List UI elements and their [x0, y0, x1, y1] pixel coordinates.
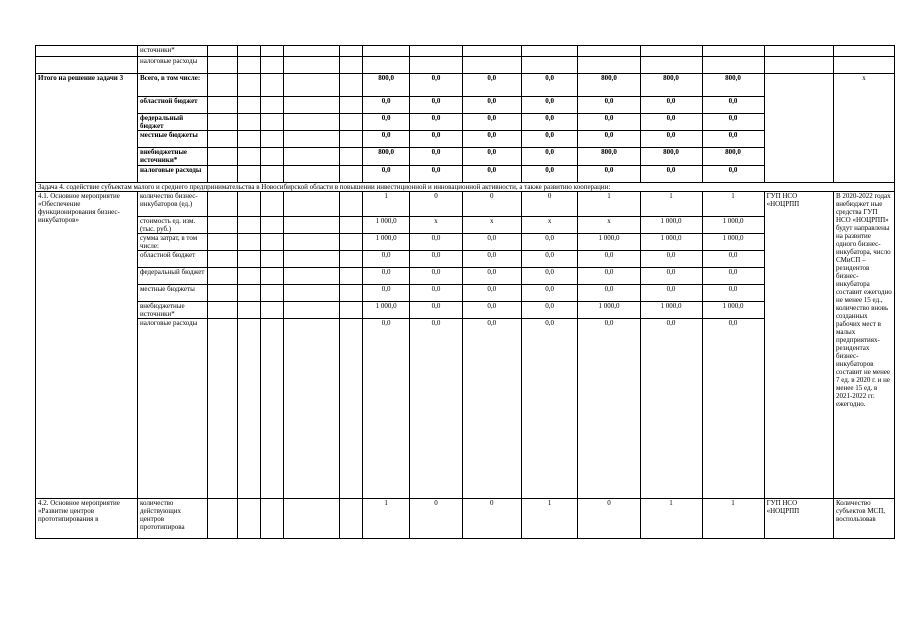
- value-cell: 1 000,0: [702, 234, 764, 251]
- value-cell: 0,0: [640, 319, 702, 499]
- indicator-cell: федеральный бюджет: [137, 114, 207, 131]
- empty-cell: [339, 97, 362, 114]
- value-cell: 0,0: [521, 319, 578, 499]
- note-cell: Количество субъектов МСП, воспользовав: [833, 499, 894, 539]
- empty-cell: [208, 217, 237, 234]
- value-cell: 800,0: [640, 148, 702, 166]
- empty-cell: [208, 74, 237, 97]
- value-cell: 800,0: [702, 74, 764, 97]
- empty-cell: [260, 131, 283, 148]
- empty-cell: [36, 46, 138, 57]
- empty-cell: [237, 234, 260, 251]
- empty-cell: [260, 499, 283, 539]
- value-cell: 0,0: [462, 166, 521, 183]
- empty-cell: [237, 148, 260, 166]
- value-cell: 0,0: [521, 251, 578, 268]
- value-cell: 0,0: [410, 268, 463, 285]
- value-cell: 0,0: [702, 251, 764, 268]
- indicator-cell: налоговые расходы: [137, 319, 207, 499]
- empty-cell: [237, 131, 260, 148]
- value-cell: 800,0: [362, 74, 409, 97]
- empty-cell: [260, 192, 283, 217]
- empty-cell: [284, 499, 340, 539]
- empty-cell: [339, 46, 362, 57]
- empty-cell: [208, 234, 237, 251]
- empty-cell: [578, 46, 640, 57]
- empty-cell: [284, 57, 340, 74]
- value-cell: 0,0: [640, 268, 702, 285]
- empty-cell: [208, 131, 237, 148]
- empty-cell: [237, 166, 260, 183]
- empty-cell: [208, 499, 237, 539]
- value-cell: 1: [362, 499, 409, 539]
- empty-cell: [208, 268, 237, 285]
- empty-cell: [833, 46, 894, 57]
- value-cell: 1 000,0: [362, 234, 409, 251]
- empty-cell: [260, 74, 283, 97]
- value-cell: 0,0: [362, 97, 409, 114]
- empty-cell: [237, 251, 260, 268]
- indicator-cell: стоимость ед. изм. (тыс. руб.): [137, 217, 207, 234]
- value-cell: 0,0: [521, 302, 578, 319]
- empty-cell: [208, 97, 237, 114]
- value-cell: 1 000,0: [578, 234, 640, 251]
- empty-cell: [339, 319, 362, 499]
- value-cell: 0,0: [640, 285, 702, 302]
- empty-cell: [260, 251, 283, 268]
- value-cell: 0,0: [640, 114, 702, 131]
- value-cell: 0,0: [410, 302, 463, 319]
- value-cell: 0,0: [362, 166, 409, 183]
- empty-cell: [284, 97, 340, 114]
- empty-cell: [260, 57, 283, 74]
- empty-cell: [339, 192, 362, 217]
- indicator-cell: сумма затрат, в том числе:: [137, 234, 207, 251]
- value-cell: 800,0: [640, 74, 702, 97]
- table-row: [36, 46, 895, 57]
- value-cell: х: [578, 217, 640, 234]
- indicator-cell: внебюджетные источники*: [137, 302, 207, 319]
- value-cell: 1: [640, 192, 702, 217]
- value-cell: 0,0: [578, 319, 640, 499]
- indicator-cell: федеральный бюджет: [137, 268, 207, 285]
- empty-cell: [410, 46, 463, 57]
- empty-cell: [260, 97, 283, 114]
- value-cell: 1: [702, 499, 764, 539]
- value-cell: 0: [521, 192, 578, 217]
- value-cell: 0,0: [362, 114, 409, 131]
- empty-cell: [339, 234, 362, 251]
- value-cell: 0,0: [640, 251, 702, 268]
- indicator-cell: внебюджетные источники*: [137, 148, 207, 166]
- value-cell: 1: [702, 192, 764, 217]
- value-cell: 0,0: [462, 131, 521, 148]
- empty-cell: [339, 217, 362, 234]
- value-cell: 0,0: [410, 97, 463, 114]
- empty-cell: [339, 302, 362, 319]
- value-cell: 0,0: [410, 166, 463, 183]
- value-cell: 0,0: [462, 148, 521, 166]
- value-cell: 0,0: [410, 285, 463, 302]
- value-cell: 0,0: [410, 148, 463, 166]
- empty-cell: [284, 46, 340, 57]
- empty-cell: [339, 285, 362, 302]
- empty-cell: [462, 57, 521, 74]
- value-cell: 0,0: [640, 131, 702, 148]
- empty-cell: [578, 57, 640, 74]
- empty-cell: [284, 131, 340, 148]
- value-cell: 0,0: [521, 97, 578, 114]
- empty-cell: [284, 285, 340, 302]
- empty-cell: [260, 234, 283, 251]
- empty-cell: [237, 217, 260, 234]
- empty-cell: [208, 192, 237, 217]
- value-cell: 0,0: [702, 131, 764, 148]
- value-cell: 800,0: [362, 148, 409, 166]
- value-cell: 0,0: [702, 114, 764, 131]
- empty-cell: [410, 57, 463, 74]
- table-body: [36, 46, 895, 539]
- empty-cell: [208, 148, 237, 166]
- empty-cell: [362, 46, 409, 57]
- value-cell: х: [521, 217, 578, 234]
- value-cell: 1: [640, 499, 702, 539]
- value-cell: 1 000,0: [640, 234, 702, 251]
- empty-cell: [208, 302, 237, 319]
- empty-cell: [284, 166, 340, 183]
- empty-cell: [208, 46, 237, 57]
- value-cell: 0,0: [410, 251, 463, 268]
- executor-cell: [764, 74, 833, 183]
- value-cell: 0,0: [410, 74, 463, 97]
- value-cell: 1 000,0: [640, 217, 702, 234]
- document-page: [35, 45, 905, 539]
- indicator-cell: областной бюджет: [137, 251, 207, 268]
- table-row: [36, 192, 895, 217]
- value-cell: 0: [578, 499, 640, 539]
- empty-cell: [284, 268, 340, 285]
- empty-cell: [284, 192, 340, 217]
- empty-cell: [260, 114, 283, 131]
- empty-cell: [284, 217, 340, 234]
- value-cell: 0,0: [640, 166, 702, 183]
- empty-cell: [339, 148, 362, 166]
- value-cell: 0,0: [362, 251, 409, 268]
- empty-cell: [640, 46, 702, 57]
- value-cell: 0: [410, 192, 463, 217]
- value-cell: 0,0: [521, 285, 578, 302]
- value-cell: 0,0: [578, 268, 640, 285]
- empty-cell: [237, 192, 260, 217]
- value-cell: 0,0: [521, 166, 578, 183]
- value-cell: 0,0: [521, 131, 578, 148]
- value-cell: 1 000,0: [702, 302, 764, 319]
- empty-cell: [339, 251, 362, 268]
- empty-cell: [208, 166, 237, 183]
- empty-cell: [237, 114, 260, 131]
- value-cell: 0,0: [640, 97, 702, 114]
- indicator-cell: Всего, в том числе:: [137, 74, 207, 97]
- value-cell: 0,0: [521, 268, 578, 285]
- empty-cell: [339, 499, 362, 539]
- empty-cell: [237, 57, 260, 74]
- empty-cell: [36, 57, 138, 74]
- value-cell: 0,0: [702, 166, 764, 183]
- value-cell: х: [462, 217, 521, 234]
- value-cell: 1 000,0: [640, 302, 702, 319]
- value-cell: 0,0: [462, 319, 521, 499]
- empty-cell: [284, 319, 340, 499]
- empty-cell: [521, 46, 578, 57]
- value-cell: 0: [410, 499, 463, 539]
- empty-cell: [702, 46, 764, 57]
- value-cell: 0,0: [521, 74, 578, 97]
- value-cell: 0,0: [702, 268, 764, 285]
- empty-cell: [260, 319, 283, 499]
- empty-cell: [237, 74, 260, 97]
- empty-cell: [284, 148, 340, 166]
- empty-cell: [237, 499, 260, 539]
- value-cell: 0,0: [521, 114, 578, 131]
- value-cell: 0,0: [410, 234, 463, 251]
- value-cell: 0,0: [410, 114, 463, 131]
- empty-cell: [208, 285, 237, 302]
- value-cell: х: [410, 217, 463, 234]
- value-cell: 1 000,0: [362, 302, 409, 319]
- executor-cell: ГУП НСО «НОЦРПП: [764, 192, 833, 499]
- value-cell: 1 000,0: [362, 217, 409, 234]
- value-cell: 1 000,0: [578, 302, 640, 319]
- empty-cell: [339, 166, 362, 183]
- value-cell: 0: [462, 499, 521, 539]
- value-cell: 1: [521, 499, 578, 539]
- empty-cell: [208, 251, 237, 268]
- value-cell: 0,0: [362, 268, 409, 285]
- empty-cell: [284, 74, 340, 97]
- empty-cell: [640, 57, 702, 74]
- empty-cell: [237, 268, 260, 285]
- measure-label: 4.2. Основное мероприятие «Развитие центров прототипирования в: [36, 499, 138, 539]
- value-cell: 0: [462, 192, 521, 217]
- value-cell: 0,0: [462, 74, 521, 97]
- note-cell: х: [833, 74, 894, 183]
- value-cell: 0,0: [462, 251, 521, 268]
- empty-cell: [208, 57, 237, 74]
- value-cell: 0,0: [578, 114, 640, 131]
- empty-cell: [260, 268, 283, 285]
- empty-cell: [260, 217, 283, 234]
- value-cell: 1 000,0: [702, 217, 764, 234]
- value-cell: 0,0: [702, 97, 764, 114]
- empty-cell: [362, 57, 409, 74]
- empty-cell: [339, 114, 362, 131]
- value-cell: 0,0: [410, 131, 463, 148]
- indicator-cell: местные бюджеты: [137, 285, 207, 302]
- value-cell: 1: [578, 192, 640, 217]
- empty-cell: [339, 57, 362, 74]
- empty-cell: [208, 114, 237, 131]
- value-cell: 0,0: [578, 285, 640, 302]
- value-cell: 0,0: [462, 97, 521, 114]
- empty-cell: [764, 46, 833, 57]
- empty-cell: [521, 57, 578, 74]
- value-cell: 0,0: [702, 319, 764, 499]
- empty-cell: [260, 46, 283, 57]
- value-cell: 0,0: [578, 97, 640, 114]
- value-cell: 0,0: [462, 285, 521, 302]
- indicator-cell: источники*: [137, 46, 207, 57]
- value-cell: 0,0: [410, 319, 463, 499]
- empty-cell: [260, 302, 283, 319]
- value-cell: 0,0: [462, 268, 521, 285]
- task-heading-row: [36, 183, 895, 192]
- value-cell: 0,0: [578, 131, 640, 148]
- empty-cell: [284, 251, 340, 268]
- value-cell: 0,0: [521, 148, 578, 166]
- empty-cell: [237, 46, 260, 57]
- empty-cell: [339, 131, 362, 148]
- empty-cell: [260, 166, 283, 183]
- value-cell: 0,0: [462, 234, 521, 251]
- empty-cell: [339, 268, 362, 285]
- value-cell: 800,0: [578, 74, 640, 97]
- empty-cell: [237, 302, 260, 319]
- empty-cell: [237, 319, 260, 499]
- value-cell: 0,0: [578, 166, 640, 183]
- value-cell: 0,0: [362, 285, 409, 302]
- table-row: [36, 57, 895, 74]
- empty-cell: [462, 46, 521, 57]
- program-table: [35, 45, 895, 539]
- value-cell: 800,0: [578, 148, 640, 166]
- empty-cell: [237, 97, 260, 114]
- empty-cell: [833, 57, 894, 74]
- value-cell: 0,0: [462, 114, 521, 131]
- value-cell: 0,0: [702, 285, 764, 302]
- measure-label: 4.1. Основное мероприятие «Обеспечение функционирования бизнес-инкубаторов»: [36, 192, 138, 499]
- note-cell: В 2020-2022 годах внебюджет ные средства ГУП НСО «НОЦРПП» будут направлены на развитие одного бизнес-инкубатора, число СМиСП – резидентов бизнес-инкубатора составит ежегодно не менее 15 ед., количество вновь созданных рабочих мест в малых предприятиях-резидентах бизнес-инкубаторов составит не менее 7 ед. в 2020 г. и не менее 15 ед. в 2021-2022 гг. ежегодно.: [833, 192, 894, 499]
- value-cell: 0,0: [521, 234, 578, 251]
- value-cell: 0,0: [362, 131, 409, 148]
- indicator-cell: налоговые расходы: [137, 57, 207, 74]
- empty-cell: [339, 74, 362, 97]
- value-cell: 0,0: [362, 319, 409, 499]
- table-row: [36, 74, 895, 97]
- value-cell: 1: [362, 192, 409, 217]
- empty-cell: [260, 148, 283, 166]
- value-cell: 0,0: [462, 302, 521, 319]
- indicator-cell: областной бюджет: [137, 97, 207, 114]
- empty-cell: [284, 114, 340, 131]
- value-cell: 800,0: [702, 148, 764, 166]
- empty-cell: [260, 285, 283, 302]
- indicator-cell: местные бюджеты: [137, 131, 207, 148]
- value-cell: 0,0: [578, 251, 640, 268]
- empty-cell: [702, 57, 764, 74]
- table-row: [36, 499, 895, 539]
- indicator-cell: налоговые расходы: [137, 166, 207, 183]
- empty-cell: [284, 234, 340, 251]
- task-heading: Задача 4. содействие субъектам малого и среднего предпринимательства в Новосибирской области в повышении инвестиционной и инновационной активности, а также развитию кооперации:: [36, 183, 895, 192]
- empty-cell: [764, 57, 833, 74]
- indicator-cell: количество действующих центров прототипирова: [137, 499, 207, 539]
- indicator-cell: количество бизнес-инкубаторов (ед.): [137, 192, 207, 217]
- total-label: Итого на решение задачи 3: [36, 74, 138, 183]
- executor-cell: ГУП НСО «НОЦРПП: [764, 499, 833, 539]
- empty-cell: [208, 319, 237, 499]
- empty-cell: [284, 302, 340, 319]
- empty-cell: [237, 285, 260, 302]
